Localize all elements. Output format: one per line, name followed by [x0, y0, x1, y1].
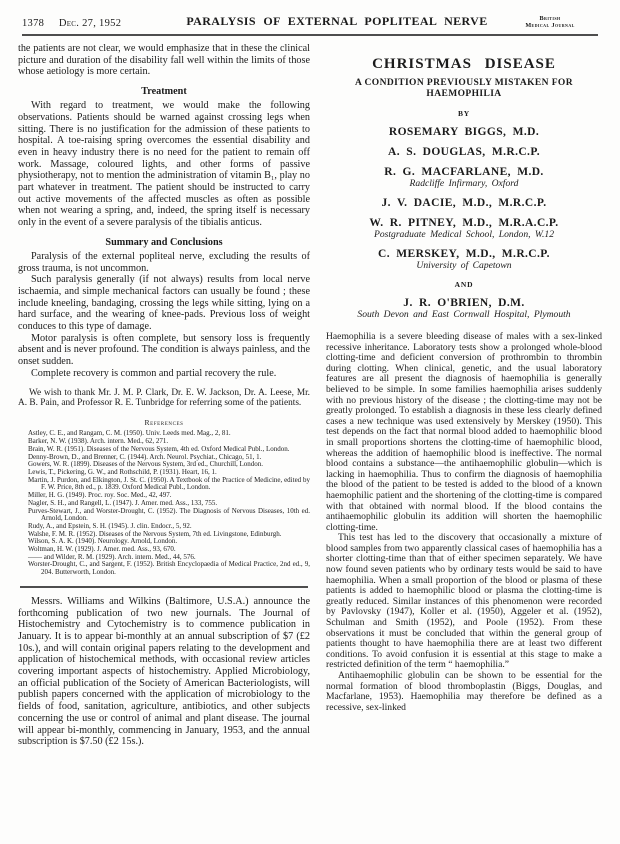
- news-paragraph: Messrs. Williams and Wilkins (Baltimore, U.S.A.) announce the forthcoming publication of two new journals. The Journal of Histochemistry and Cytochemistry is to commence publication in January. It is to appear bi-monthly at an annual subscription of $7 (£2 10s.), and will contain original papers relating to the development and application of histochemical methods, with occasional review articles covering important aspects of histochemistry. Applied Microbiology, an official publication of the Society of American Bacteriologists, will publish papers concerned with the application of microbiology to the fields of food, sanitation, agriculture, antibiotics, and other subjects concerning the use or control of animal and plant disease. The journal will appear bi-monthly, commencing in January, 1953, and the annual subscription is $7.50 (£2 15s.).: [18, 595, 310, 748]
- content-columns: [18, 43, 602, 748]
- reference-entry: Barker, N. W. (1938). Arch. intern. Med., 62, 271.: [28, 437, 169, 446]
- header-left: [22, 18, 172, 29]
- author-name: ROSEMARY BIGGS, M.D.: [388, 126, 540, 138]
- summary-paragraph: Such paralysis generally (if not always) results from local nerve ischaemia, and simple mechanical factors can usually be found ; these include kneeling, bandaging, crossing the legs while sitting, lying on a hard surface, and the wearing of knee-pads. Previous loss of weight conduces to this type of damage.: [18, 274, 310, 333]
- author-affiliation: Radcliffe Infirmary, Oxford: [409, 178, 519, 189]
- reference-entry: Nagler, S. H., and Rangell, L. (1947). J. Amer. med. Ass., 133, 755.: [28, 498, 218, 507]
- article-body: [326, 332, 602, 713]
- reference-entry: —— and Wilder, R. M. (1929). Arch. intern. Med., 44, 576.: [28, 552, 196, 561]
- author-name: C. MERSKEY, M.D., M.R.C.P.: [378, 248, 550, 260]
- author-block: [326, 217, 602, 240]
- reference-entry: Purves-Stewart, J., and Worster-Drought, C. (1952). The Diagnosis of Nervous Diseases, 10th ed. Arnold, London.: [28, 506, 310, 523]
- page-header: [22, 14, 598, 36]
- reference-entry: Woltman, H. W. (1929). J. Amer. med. Ass., 93, 670.: [28, 545, 176, 554]
- journal-name-line2: Medical Journal: [525, 22, 575, 29]
- summary-paragraph: Paralysis of the external popliteal nerve, excluding the results of gross trauma, is not uncommon.: [18, 250, 310, 274]
- reference-entry: Rudy, A., and Epstein, S. H. (1945). J. clin. Endocr., 5, 92.: [28, 521, 192, 530]
- body-paragraph: Haemophilia is a severe bleeding disease of males with a sex-linked recessive inheritance. Laboratory tests show a prolonged whole-blood clotting-time and deficient conversion of prothrombin to thrombin during clotting. When clinical, genetic, and the usual laboratory features are all present the diagnosis of haemophilia is generally believed to be simple. In some families haemophilia arises suddenly with no previous history of the disease ; the clotting-time may not be greatly prolonged. To establish a diagnosis in these less clearly defined cases a new technique was used extensively by Merskey (1950). This test depends on the fact that normal blood added to haemophilic blood in small proportions shortens the clotting-time of haemophilic blood, whereas the addition of haemophilic blood is ineffective. The normal blood contains a substance—the antihaemophilic globulin—which is lacking in haemophilia. Thus to confirm the diagnosis of haemophilia the blood of the patient to be tested is added to the blood of a known haemophilic patient and the shortening of the clotting-time is compared with that obtained with normal blood. If the blood contains the antihaemophilic globulin its addition will shorten the haemophilic clotting-time.: [326, 331, 602, 533]
- body-paragraph: Antihaemophilic globulin can be shown to be essential for the normal formation of blood thromboplastin (Biggs, Douglas, and Macfarlane, 1953). Haemophilia may therefore be defined as a recessive, sex-linked: [326, 670, 602, 713]
- journal-name-line1: British: [539, 15, 561, 22]
- reference-entry: Wilson, S. A. K. (1940). Neurology. Arnold, London.: [28, 537, 178, 546]
- reference-entry: Miller, H. G. (1949). Proc. roy. Soc. Med., 42, 497.: [28, 491, 172, 500]
- references-list: [28, 430, 310, 576]
- reference-entry: Astley, C. E., and Rangam, C. M. (1950). Univ. Leeds med. Mag., 2, 81.: [28, 429, 231, 438]
- author-block: [326, 197, 602, 209]
- byline: BY: [457, 109, 471, 118]
- author-name: R. G. MACFARLANE, M.D.: [384, 166, 544, 178]
- author-name: J. V. DACIE, M.D., M.R.C.P.: [381, 197, 547, 209]
- author-name: A. S. DOUGLAS, M.R.C.P.: [388, 146, 540, 158]
- reference-entry: Worster-Drought, C., and Sargent, F. (1952). British Encyclopaedia of Medical Practice, 2nd ed., 9, 204. Butterworth, London.: [28, 560, 310, 577]
- summary-paragraph: Complete recovery is common and partial recovery the rule.: [31, 367, 277, 379]
- author-affiliation: South Devon and East Cornwall Hospital, Plymouth: [357, 309, 571, 320]
- author-block: [326, 248, 602, 271]
- reference-entry: Lewis, T., Pickering, G. W., and Rothschild, P. (1931). Heart, 16, 1.: [28, 467, 217, 476]
- reference-entry: Denny-Brown, D., and Brenner, C. (1944). Arch. Neurol. Psychiat., Chicago, 51, 1.: [28, 452, 262, 461]
- intro-paragraph: the patients are not clear, we would emphasize that in these the clinical picture and duration of the disability fall well within the limits of those whose aetiology is more certain.: [18, 43, 310, 78]
- running-title: PARALYSIS OF EXTERNAL POPLITEAL NERVE: [186, 14, 488, 28]
- section-divider-rule: [20, 586, 308, 588]
- journal-name: [502, 15, 598, 29]
- section-heading-treatment: Treatment: [141, 86, 187, 98]
- conjunction-and: AND: [454, 280, 474, 289]
- left-column: [18, 43, 310, 748]
- summary-paragraph: Motor paralysis is often complete, but sensory loss is frequently absent and is never profound. The condition is always painless, and the onset sudden.: [18, 332, 310, 368]
- reference-entry: Brain, W. R. (1951). Diseases of the Nervous System, 4th ed. Oxford Medical Publ., London.: [28, 444, 290, 453]
- author-block: [326, 126, 602, 138]
- issue-date: Dec. 27, 1952: [58, 18, 122, 29]
- page-number: 1378: [22, 18, 45, 29]
- article-title: CHRISTMAS DISEASE: [372, 56, 556, 72]
- reference-entry: Gowers, W. R. (1899). Diseases of the Nervous System, 3rd ed., Churchill, London.: [28, 460, 264, 469]
- reference-entry: Martin, J. Purdon, and Elkington, J. St. C. (1950). A Textbook of the Practice of Medicine, edited by F. W. Price, 8th ed., p. 1839. Oxford Medical Publ., London.: [28, 475, 310, 492]
- author-name: W. R. PITNEY, M.D., M.R.A.C.P.: [369, 217, 559, 229]
- reference-entry: Walshe, F. M. R. (1952). Diseases of the Nervous System, 7th ed. Livingstone, Edinburgh.: [28, 529, 282, 538]
- author-affiliation: Postgraduate Medical School, London, W.12: [373, 229, 555, 240]
- acknowledgment-paragraph: We wish to thank Mr. J. M. P. Clark, Dr. E. W. Jackson, Dr. A. Leese, Mr. A. B. Pain, and Professor R. E. Tunbridge for referring some of the patients.: [18, 387, 310, 409]
- author-block: [326, 297, 602, 320]
- section-heading-summary: Summary and Conclusions: [105, 236, 223, 248]
- references-heading: References: [144, 418, 184, 428]
- body-paragraph: This test has led to the discovery that occasionally a mixture of blood samples from two apparently classical cases of haemophilia has a shorter clotting-time than that of either specimen separately. We have now found seven patients who by ordinary tests would be said to have haemophilia. When a small proportion of the blood or plasma of these patients is added to haemophilic blood or plasma the clotting-time is greatly reduced. Similar instances of this phenomenon were recorded by Pavlovsky (1947), Koller et al. (1950), Aggeler et al. (1952), Schulman and Smith (1952), and Poole (1952). From these observations it must be concluded that within the general group of patients thought to have haemophilia there are at least two different conditions. To avoid confusion it is essential at this stage to make a restricted definition of the term “ haemophilia.”: [326, 532, 602, 671]
- treatment-paragraph: With regard to treatment, we would make the following observations. Patients should be warned against crossing legs when sitting. There is no justification for the admission of these patients to hospital. A toe-raising spring overcomes the essential disability and even in heavy industry there is no need for the patient to remain off work. Massage, coloured lights, and other forms of passive physiotherapy, not to mention the administration of vitamin B₁, play no part whatever in treatment. The patient should be instructed to carry out active movements of the affected muscles as often as possible when not wearing a spring, and, indeed, the spring itself is necessary only in the event of a severe paralysis of the tibialis anticus.: [18, 100, 310, 229]
- author-name: J. R. O'BRIEN, D.M.: [403, 297, 525, 309]
- right-column: [326, 43, 602, 748]
- article-subtitle: A CONDITION PREVIOUSLY MISTAKEN FOR HAEMOPHILIA: [355, 78, 573, 99]
- author-affiliation: University of Capetown: [416, 260, 512, 271]
- author-block: [326, 166, 602, 189]
- author-block: [326, 146, 602, 158]
